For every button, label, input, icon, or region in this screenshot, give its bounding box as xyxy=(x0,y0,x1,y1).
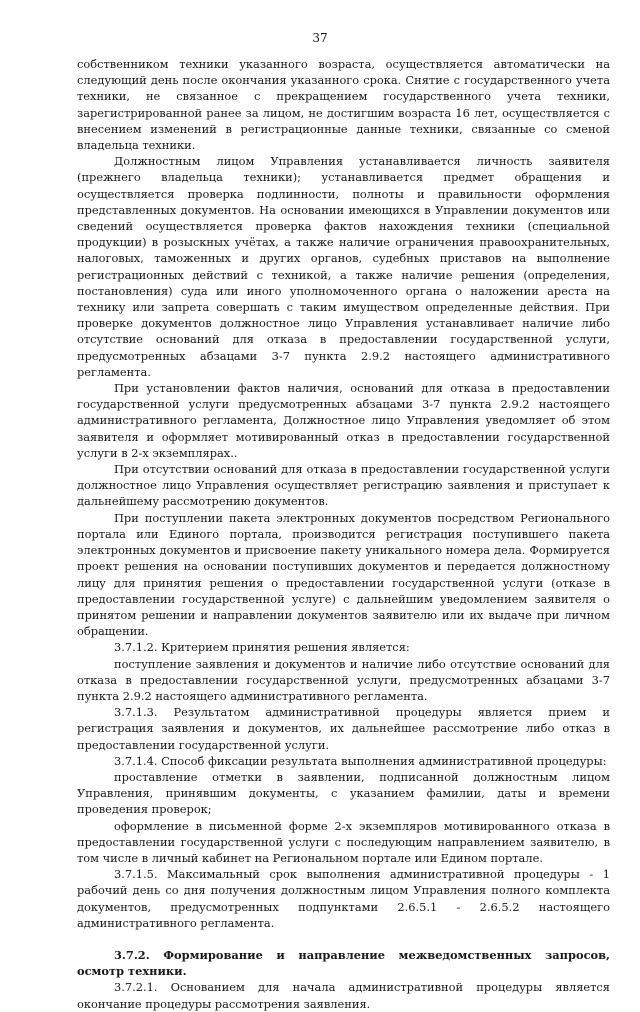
paragraph: При установлении фактов наличия, оснований для отказа в предоставлении государственной услуги предусмотренных абзацами 3-7 пункта 2.9.2 настоящего административного регламента, Должностное лицо Управления уведомляет об этом заявителя и оформляет мотивированный отказ в предоставлении государственной услуги в 2-х экземплярах.. xyxy=(77,381,610,460)
section-heading: 3.7.2. Формирование и направление межведомственных запросов, осмотр техники. xyxy=(77,947,610,979)
document-body xyxy=(77,56,610,1012)
paragraph: 3.7.1.3. Результатом административной процедуры является прием и регистрация заявления и документов, их дальнейшее рассмотрение либо отказ в предоставлении государственной услуги. xyxy=(77,705,610,752)
paragraph: Должностным лицом Управления устанавливается личность заявителя (прежнего владельца техники); устанавливается предмет обращения и осуществляется проверка подлинности, полноты и правильности оформления представленных документов. На основании имеющихся в Управлении документов или сведений осуществляется проверка фактов нахождения техники (специальной продукции) в розыскных учётах, а также наличие ограничения правоохранительных, налоговых, таможенных и других органов, судебных приставов на выполнение регистрационных действий с техникой, а также наличие решения (определения, постановления) суда или иного уполномоченного органа о наложении ареста на технику или запрета совершать с таким имуществом определенные действия. При проверке документов должностное лицо Управления устанавливает наличие либо отсутствие оснований для отказа в предоставлении государственной услуги, предусмотренных абзацами 3-7 пункта 2.9.2 настоящего административного регламента. xyxy=(77,154,610,379)
paragraph: проставление отметки в заявлении, подписанной должностным лицом Управления, принявшим документы, с указанием фамилии, даты и времени проведения проверок; xyxy=(77,769,610,817)
paragraph: собственником техники указанного возраста, осуществляется автоматически на следующий день после окончания указанного срока. Снятие с государственного учета техники, не связанное с прекращением государственного учета техники, зарегистрированной ранее за лицом, не достигшим возраста 16 лет, осуществляется с внесением изменений в регистрационные данные техники, связанные со сменой владельца техники. xyxy=(77,57,610,153)
paragraph: 3.7.1.2. Критерием принятия решения является: xyxy=(114,640,410,655)
paragraph: При отсутствии оснований для отказа в предоставлении государственной услуги должностное лицо Управления осуществляет регистрацию заявления и приступает к дальнейшему рассмотрению документов. xyxy=(77,462,610,509)
paragraph: 3.7.2.1. Основанием для начала административной процедуры является окончание процедуры рассмотрения заявления. xyxy=(77,980,610,1011)
paragraph: При поступлении пакета электронных документов посредством Регионального портала или Единого портала, производится регистрация поступившего пакета электронных документов и присвоение пакету уникального номера дела. Формируется проект решения на основании поступивших документов и передается должностному лицу для принятия решения о предоставлении государственной услуги (отказе в предоставлении государственной услуге) с дальнейшим уведомлением заявителя о принятом решении и направлении документов заявителю или их выдаче при личном обращении. xyxy=(77,510,610,639)
paragraph: оформление в письменной форме 2-х экземпляров мотивированного отказа в предоставлении государственной услуги с последующим направлением заявителю, в том числе в личный кабинет на Региональном портале или Едином портале. xyxy=(77,818,610,865)
paragraph: 3.7.1.4. Способ фиксации результата выполнения административной процедуры: xyxy=(114,753,607,768)
page-number: 37 xyxy=(312,31,328,45)
paragraph: поступление заявления и документов и наличие либо отсутствие оснований для отказа в предоставлении государственной услуги, предусмотренных абзацами 3-7 пункта 2.9.2 настоящего административного регламента. xyxy=(77,656,610,703)
paragraph: 3.7.1.5. Максимальный срок выполнения административной процедуры - 1 рабочий день со дня получения должностным лицом Управления полного комплекта документов, предусмотренных подпунктами 2.6.5.1 - 2.6.5.2 настоящего административного регламента. xyxy=(77,867,610,930)
